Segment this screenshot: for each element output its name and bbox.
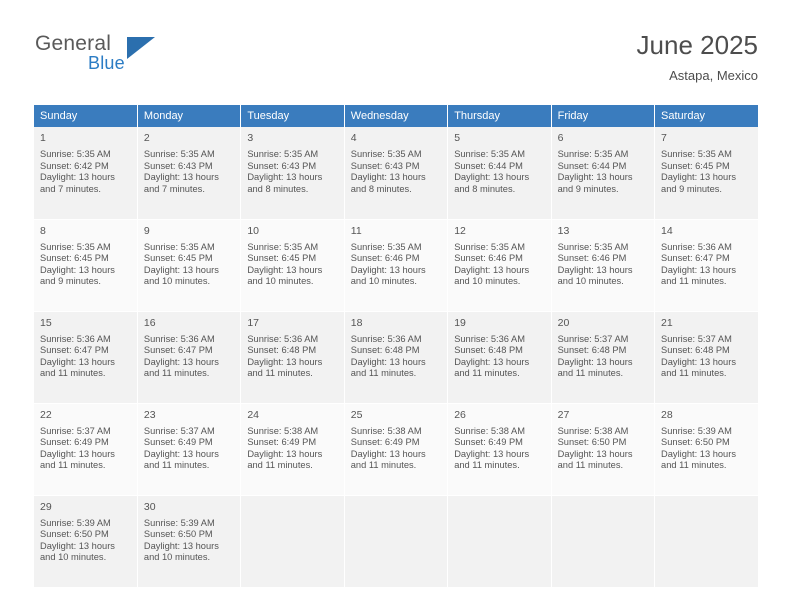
day-sunrise-text: Sunrise: 5:35 AM [557,241,629,252]
day-sunrise-text: Sunrise: 5:39 AM [143,517,215,528]
day-sunset-text: Sunset: 6:50 PM [143,529,213,540]
day-sunset-text: Sunset: 6:46 PM [454,253,523,264]
day-number: 1 [40,132,46,144]
day-info [454,149,545,195]
day-sunrise-text: Sunrise: 5:37 AM [661,333,732,344]
weekday-header-sunday: Sunday [34,105,137,127]
triangle-flag-icon [127,37,155,59]
day-daylight2-text: and 9 minutes. [40,276,101,287]
calendar-day-cell[interactable] [448,403,551,495]
day-number: 29 [40,500,52,513]
day-daylight1-text: Daylight: 13 hours [557,448,633,459]
calendar-day-cell[interactable] [34,311,137,403]
weekday-header-monday: Monday [137,105,240,127]
calendar-day-cell[interactable] [34,495,137,587]
day-number: 21 [661,316,673,329]
day-daylight1-text: Daylight: 13 hours [350,264,426,275]
day-sunset-text: Sunset: 6:47 PM [661,253,730,264]
day-daylight2-text: and 10 minutes. [557,276,624,287]
day-daylight1-text: Daylight: 13 hours [40,448,115,459]
day-info [144,518,235,564]
day-daylight1-text: Daylight: 13 hours [40,264,115,275]
day-number: 15 [40,316,52,329]
calendar-day-cell[interactable] [137,127,240,219]
day-sunrise-text: Sunrise: 5:36 AM [40,333,111,344]
day-info [247,242,338,288]
day-sunset-text: Sunset: 6:47 PM [40,345,109,356]
day-daylight1-text: Daylight: 13 hours [661,448,736,459]
day-number: 28 [661,408,673,421]
day-sunrise-text: Sunrise: 5:38 AM [247,425,319,436]
title-block [637,30,758,86]
day-sunrise-text: Sunrise: 5:39 AM [661,425,732,436]
day-daylight2-text: and 8 minutes. [350,183,412,194]
day-daylight2-text: and 11 minutes. [454,460,520,471]
day-sunrise-text: Sunrise: 5:37 AM [40,425,111,436]
calendar-week-row [34,403,758,495]
day-sunset-text: Sunset: 6:43 PM [350,160,420,171]
day-sunset-text: Sunset: 6:49 PM [454,437,523,448]
day-sunrise-text: Sunrise: 5:35 AM [143,241,215,252]
day-daylight2-text: and 11 minutes. [661,276,727,287]
day-info [558,149,649,195]
day-daylight1-text: Daylight: 13 hours [40,540,115,551]
calendar-day-cell[interactable] [34,127,137,219]
page-title: June 2025 [636,30,758,60]
calendar-day-cell[interactable] [344,311,447,403]
day-daylight2-text: and 7 minutes. [143,183,205,194]
day-sunrise-text: Sunrise: 5:35 AM [40,241,111,252]
day-info [661,334,753,380]
day-sunset-text: Sunset: 6:48 PM [557,345,627,356]
calendar-day-cell[interactable] [448,219,551,311]
calendar-day-cell[interactable] [34,403,137,495]
day-sunrise-text: Sunrise: 5:38 AM [454,425,525,436]
day-daylight2-text: and 11 minutes. [661,460,727,471]
day-sunrise-text: Sunrise: 5:35 AM [247,149,319,159]
weekday-header-friday: Friday [551,105,654,127]
day-info [40,426,132,472]
day-daylight2-text: and 11 minutes. [247,460,313,471]
calendar-cell-empty [344,495,447,587]
calendar-day-cell[interactable] [655,219,758,311]
day-info [661,242,753,288]
day-daylight1-text: Daylight: 13 hours [454,448,530,459]
day-daylight1-text: Daylight: 13 hours [247,356,323,367]
day-daylight1-text: Daylight: 13 hours [557,264,633,275]
day-sunrise-text: Sunrise: 5:35 AM [143,149,215,159]
day-sunset-text: Sunset: 6:48 PM [454,345,523,356]
calendar-cell-empty [448,495,551,587]
day-daylight2-text: and 11 minutes. [557,460,624,471]
calendar-day-cell[interactable] [551,219,654,311]
calendar-day-cell[interactable] [34,219,137,311]
day-sunset-text: Sunset: 6:44 PM [557,160,627,171]
day-number: 13 [557,224,570,237]
day-daylight2-text: and 8 minutes. [454,183,516,194]
day-number: 26 [454,408,466,421]
day-info [661,426,753,472]
day-daylight1-text: Daylight: 13 hours [557,356,633,367]
day-daylight1-text: Daylight: 13 hours [661,356,736,367]
day-number: 2 [143,132,150,144]
day-daylight2-text: and 11 minutes. [247,368,313,379]
day-sunset-text: Sunset: 6:50 PM [557,437,627,448]
day-daylight2-text: and 8 minutes. [247,183,309,194]
day-number: 3 [247,132,254,144]
day-daylight1-text: Daylight: 13 hours [40,172,115,183]
day-daylight1-text: Daylight: 13 hours [557,172,633,183]
day-daylight2-text: and 11 minutes. [454,368,520,379]
calendar-table [34,105,758,588]
day-daylight1-text: Daylight: 13 hours [454,264,530,275]
day-sunrise-text: Sunrise: 5:36 AM [661,241,732,252]
logo-text-blue: Blue [88,53,125,73]
day-number: 25 [350,408,363,421]
calendar-day-cell[interactable] [551,311,654,403]
day-daylight2-text: and 11 minutes. [661,368,727,379]
location-subtitle: Astapa, Mexico [669,68,758,83]
logo[interactable] [35,32,215,84]
day-info [454,426,545,472]
day-info [144,426,235,472]
day-sunrise-text: Sunrise: 5:39 AM [40,517,111,528]
calendar-day-cell[interactable] [137,219,240,311]
day-sunrise-text: Sunrise: 5:36 AM [143,333,215,344]
day-info [40,334,132,380]
day-number: 23 [143,408,156,421]
day-number: 8 [40,224,46,237]
day-daylight2-text: and 7 minutes. [40,183,101,194]
day-info [247,334,338,380]
day-daylight2-text: and 11 minutes. [40,368,106,379]
day-sunset-text: Sunset: 6:50 PM [40,529,109,540]
day-number: 19 [454,316,466,329]
calendar-day-cell[interactable] [241,403,344,495]
day-sunset-text: Sunset: 6:45 PM [143,253,213,264]
calendar-day-cell[interactable] [241,311,344,403]
day-sunset-text: Sunset: 6:42 PM [40,160,109,171]
calendar-day-cell[interactable] [655,127,758,219]
day-sunset-text: Sunset: 6:50 PM [661,437,730,448]
weekday-header-thursday: Thursday [448,105,551,127]
day-number: 27 [557,408,570,421]
day-number: 22 [40,408,52,421]
day-daylight1-text: Daylight: 13 hours [454,356,530,367]
calendar-day-cell[interactable] [551,127,654,219]
day-info [40,518,132,564]
calendar-week-row [34,495,758,587]
day-daylight2-text: and 10 minutes. [40,552,107,563]
calendar-day-cell[interactable] [137,495,240,587]
day-info [558,426,649,472]
day-daylight1-text: Daylight: 13 hours [247,448,323,459]
day-daylight2-text: and 11 minutes. [40,460,106,471]
calendar-day-cell[interactable] [137,311,240,403]
day-info [40,242,132,288]
day-number: 7 [661,132,667,144]
calendar-day-cell[interactable] [344,219,447,311]
day-sunrise-text: Sunrise: 5:35 AM [40,149,111,159]
day-number: 24 [247,408,260,421]
day-info [351,242,442,288]
day-sunset-text: Sunset: 6:45 PM [40,253,109,264]
day-daylight1-text: Daylight: 13 hours [454,172,530,183]
day-sunrise-text: Sunrise: 5:35 AM [454,241,525,252]
day-daylight2-text: and 10 minutes. [143,276,211,287]
page-header [0,0,792,100]
day-daylight2-text: and 10 minutes. [247,276,314,287]
day-sunrise-text: Sunrise: 5:35 AM [661,149,732,159]
calendar-week-row [34,219,758,311]
day-sunset-text: Sunset: 6:47 PM [143,345,213,356]
calendar-day-cell[interactable] [344,403,447,495]
day-sunset-text: Sunset: 6:43 PM [247,160,317,171]
day-number: 5 [454,132,461,144]
day-daylight1-text: Daylight: 13 hours [143,264,219,275]
day-sunrise-text: Sunrise: 5:36 AM [454,333,525,344]
day-number: 17 [247,316,260,329]
day-daylight2-text: and 11 minutes. [350,368,417,379]
day-sunrise-text: Sunrise: 5:37 AM [557,333,629,344]
day-daylight1-text: Daylight: 13 hours [143,356,219,367]
day-sunset-text: Sunset: 6:45 PM [661,160,730,171]
day-sunset-text: Sunset: 6:48 PM [247,345,317,356]
day-info [144,242,235,288]
calendar-cell-empty [551,495,654,587]
calendar-day-cell[interactable] [655,403,758,495]
day-daylight1-text: Daylight: 13 hours [143,172,219,183]
day-sunrise-text: Sunrise: 5:35 AM [454,149,525,159]
day-info [558,334,649,380]
day-info [351,426,442,472]
day-sunset-text: Sunset: 6:46 PM [557,253,627,264]
day-daylight1-text: Daylight: 13 hours [247,264,323,275]
calendar-day-cell[interactable] [344,127,447,219]
day-number: 11 [350,224,362,237]
day-daylight2-text: and 9 minutes. [557,183,619,194]
day-daylight2-text: and 11 minutes. [143,368,210,379]
day-daylight2-text: and 10 minutes. [454,276,521,287]
day-info [144,149,235,195]
day-daylight1-text: Daylight: 13 hours [247,172,323,183]
day-daylight1-text: Daylight: 13 hours [40,356,115,367]
calendar-cell-empty [655,495,758,587]
weekday-header-tuesday: Tuesday [241,105,344,127]
day-info [558,242,649,288]
calendar-day-cell[interactable] [241,127,344,219]
weekday-header-row [34,105,758,127]
day-sunset-text: Sunset: 6:46 PM [350,253,420,264]
day-daylight1-text: Daylight: 13 hours [350,172,426,183]
day-info [40,149,132,195]
day-sunset-text: Sunset: 6:48 PM [350,345,420,356]
day-number: 12 [454,224,466,237]
day-info [454,242,545,288]
day-daylight1-text: Daylight: 13 hours [661,172,736,183]
day-info [144,334,235,380]
day-number: 10 [247,224,260,237]
day-number: 4 [350,132,357,144]
day-sunrise-text: Sunrise: 5:35 AM [247,241,319,252]
day-sunset-text: Sunset: 6:49 PM [350,437,420,448]
day-number: 6 [557,132,564,144]
day-sunrise-text: Sunrise: 5:36 AM [247,333,319,344]
day-daylight2-text: and 9 minutes. [661,183,723,194]
day-daylight2-text: and 11 minutes. [350,460,417,471]
day-daylight1-text: Daylight: 13 hours [143,540,219,551]
day-sunrise-text: Sunrise: 5:36 AM [350,333,422,344]
calendar-day-cell[interactable] [448,311,551,403]
day-sunrise-text: Sunrise: 5:38 AM [350,425,422,436]
weekday-header-saturday: Saturday [655,105,758,127]
day-daylight2-text: and 10 minutes. [350,276,417,287]
day-sunset-text: Sunset: 6:49 PM [247,437,317,448]
day-daylight2-text: and 11 minutes. [557,368,624,379]
calendar-day-cell[interactable] [551,403,654,495]
logo-text-general: General [35,32,112,55]
day-sunrise-text: Sunrise: 5:38 AM [557,425,629,436]
day-number: 30 [143,500,156,513]
calendar-day-cell[interactable] [448,127,551,219]
day-sunset-text: Sunset: 6:45 PM [247,253,317,264]
day-sunset-text: Sunset: 6:49 PM [40,437,109,448]
day-sunset-text: Sunset: 6:43 PM [143,160,213,171]
day-daylight1-text: Daylight: 13 hours [350,356,426,367]
calendar-week-row [34,311,758,403]
day-sunrise-text: Sunrise: 5:37 AM [143,425,215,436]
weekday-header-wednesday: Wednesday [344,105,447,127]
day-number: 16 [143,316,156,329]
day-number: 20 [557,316,570,329]
day-daylight1-text: Daylight: 13 hours [661,264,736,275]
day-number: 18 [350,316,363,329]
calendar-day-cell[interactable] [241,219,344,311]
day-number: 9 [143,224,150,237]
day-sunrise-text: Sunrise: 5:35 AM [350,241,422,252]
day-sunset-text: Sunset: 6:49 PM [143,437,213,448]
day-sunrise-text: Sunrise: 5:35 AM [557,149,629,159]
calendar-day-cell[interactable] [655,311,758,403]
day-info [247,149,338,195]
day-info [661,149,753,195]
day-info [454,334,545,380]
day-number: 14 [661,224,673,237]
day-daylight2-text: and 11 minutes. [143,460,210,471]
day-daylight1-text: Daylight: 13 hours [143,448,219,459]
day-info [351,149,442,195]
day-sunrise-text: Sunrise: 5:35 AM [350,149,422,159]
day-info [247,426,338,472]
calendar-week-row [34,127,758,219]
calendar-day-cell[interactable] [137,403,240,495]
day-sunset-text: Sunset: 6:48 PM [661,345,730,356]
calendar-cell-empty [241,495,344,587]
day-info [351,334,442,380]
day-daylight2-text: and 10 minutes. [143,552,211,563]
day-daylight1-text: Daylight: 13 hours [350,448,426,459]
day-sunset-text: Sunset: 6:44 PM [454,160,523,171]
